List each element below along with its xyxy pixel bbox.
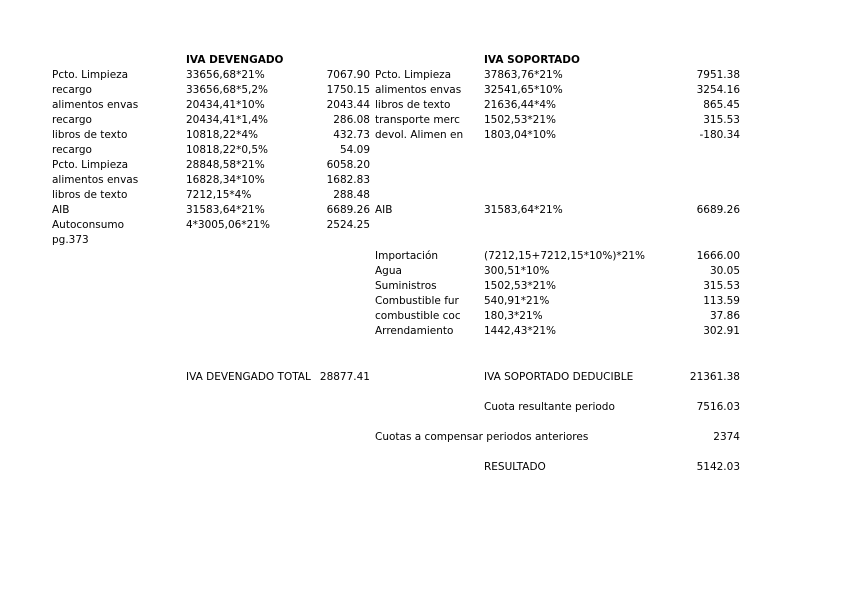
devengado-calculo: 10818,22*4% bbox=[186, 129, 259, 141]
soportado-importe: 7951.38 bbox=[696, 69, 740, 81]
otros-importe: 113.59 bbox=[703, 295, 740, 307]
soportado-aib-concepto: AIB bbox=[375, 204, 393, 216]
devengado-importe: 6689.26 bbox=[326, 204, 370, 216]
soportado-aib-calculo: 31583,64*21% bbox=[484, 204, 563, 216]
soportado-concepto: libros de texto bbox=[375, 99, 451, 111]
otros-concepto: Combustible fur bbox=[375, 295, 459, 307]
devengado-importe: 54.09 bbox=[339, 144, 370, 156]
otros-concepto: Agua bbox=[375, 265, 402, 277]
soportado-concepto: alimentos envas bbox=[375, 84, 462, 96]
otros-importe: 315.53 bbox=[703, 280, 740, 292]
devengado-calculo: 20434,41*1,4% bbox=[186, 114, 269, 126]
devengado-calculo: 7212,15*4% bbox=[186, 189, 252, 201]
iva-soportado-deducible-value: 21361.38 bbox=[689, 371, 740, 383]
cuotas-compensar-label: Cuotas a compensar periodos anteriores bbox=[375, 431, 589, 443]
iva-soportado-deducible-label: IVA SOPORTADO DEDUCIBLE bbox=[484, 371, 634, 383]
resultado-value: 5142.03 bbox=[696, 461, 740, 473]
cuotas-compensar-value: 2374 bbox=[713, 431, 740, 443]
soportado-concepto: devol. Alimen en bbox=[375, 129, 464, 141]
otros-importe: 302.91 bbox=[703, 325, 740, 337]
devengado-concepto: alimentos envas bbox=[52, 174, 139, 186]
iva-devengado-total-label: IVA DEVENGADO TOTAL bbox=[186, 371, 311, 383]
devengado-calculo: 31583,64*21% bbox=[186, 204, 265, 216]
devengado-importe: 286.08 bbox=[333, 114, 370, 126]
devengado-importe: 432.73 bbox=[333, 129, 370, 141]
resultado-label: RESULTADO bbox=[484, 461, 546, 473]
devengado-calculo: 16828,34*10% bbox=[186, 174, 265, 186]
devengado-concepto: Pcto. Limpieza bbox=[52, 159, 129, 171]
devengado-importe: 288.48 bbox=[333, 189, 370, 201]
devengado-calculo: 28848,58*21% bbox=[186, 159, 265, 171]
header-iva-devengado: IVA DEVENGADO bbox=[186, 54, 284, 66]
devengado-importe: 2043.44 bbox=[326, 99, 370, 111]
devengado-concepto: recargo bbox=[52, 144, 92, 156]
otros-concepto: Importación bbox=[375, 250, 439, 262]
soportado-calculo: 32541,65*10% bbox=[484, 84, 563, 96]
otros-concepto: Suministros bbox=[375, 280, 437, 292]
devengado-importe: 1750.15 bbox=[326, 84, 370, 96]
soportado-calculo: 21636,44*4% bbox=[484, 99, 557, 111]
devengado-concepto: alimentos envas bbox=[52, 99, 139, 111]
otros-calculo: (7212,15+7212,15*10%)*21% bbox=[484, 250, 646, 262]
otros-calculo: 1502,53*21% bbox=[484, 280, 557, 292]
cuota-resultante-value: 7516.03 bbox=[696, 401, 740, 413]
soportado-importe: -180.34 bbox=[699, 129, 740, 141]
otros-concepto: Arrendamiento bbox=[375, 325, 454, 337]
iva-devengado-total-value: 28877.41 bbox=[319, 371, 370, 383]
soportado-concepto: transporte merc bbox=[375, 114, 460, 126]
devengado-importe: 7067.90 bbox=[326, 69, 370, 81]
otros-calculo: 1442,43*21% bbox=[484, 325, 557, 337]
otros-calculo: 540,91*21% bbox=[484, 295, 550, 307]
devengado-calculo: 33656,68*5,2% bbox=[186, 84, 269, 96]
otros-importe: 1666.00 bbox=[696, 250, 740, 262]
devengado-concepto: recargo bbox=[52, 114, 92, 126]
otros-importe: 30.05 bbox=[709, 265, 740, 277]
soportado-importe: 865.45 bbox=[703, 99, 740, 111]
soportado-concepto: Pcto. Limpieza bbox=[375, 69, 452, 81]
soportado-calculo: 37863,76*21% bbox=[484, 69, 563, 81]
soportado-calculo: 1803,04*10% bbox=[484, 129, 557, 141]
cuota-resultante-label: Cuota resultante periodo bbox=[484, 401, 615, 413]
devengado-importe: 2524.25 bbox=[326, 219, 370, 231]
header-iva-soportado: IVA SOPORTADO bbox=[484, 54, 580, 66]
autoconsumo-note: pg.373 bbox=[52, 234, 89, 246]
otros-calculo: 180,3*21% bbox=[484, 310, 543, 322]
devengado-concepto: Pcto. Limpieza bbox=[52, 69, 129, 81]
devengado-calculo: 20434,41*10% bbox=[186, 99, 265, 111]
soportado-aib-importe: 6689.26 bbox=[696, 204, 740, 216]
devengado-importe: 1682.83 bbox=[326, 174, 370, 186]
devengado-importe: 6058.20 bbox=[326, 159, 370, 171]
devengado-concepto: Autoconsumo bbox=[52, 219, 125, 231]
devengado-calculo: 4*3005,06*21% bbox=[186, 219, 270, 231]
devengado-concepto: recargo bbox=[52, 84, 92, 96]
otros-calculo: 300,51*10% bbox=[484, 265, 550, 277]
otros-concepto: combustible coc bbox=[375, 310, 461, 322]
devengado-concepto: AIB bbox=[52, 204, 70, 216]
soportado-importe: 315.53 bbox=[703, 114, 740, 126]
otros-importe: 37.86 bbox=[709, 310, 740, 322]
devengado-calculo: 33656,68*21% bbox=[186, 69, 265, 81]
devengado-concepto: libros de texto bbox=[52, 129, 128, 141]
soportado-calculo: 1502,53*21% bbox=[484, 114, 557, 126]
soportado-importe: 3254.16 bbox=[696, 84, 740, 96]
devengado-concepto: libros de texto bbox=[52, 189, 128, 201]
devengado-calculo: 10818,22*0,5% bbox=[186, 144, 269, 156]
